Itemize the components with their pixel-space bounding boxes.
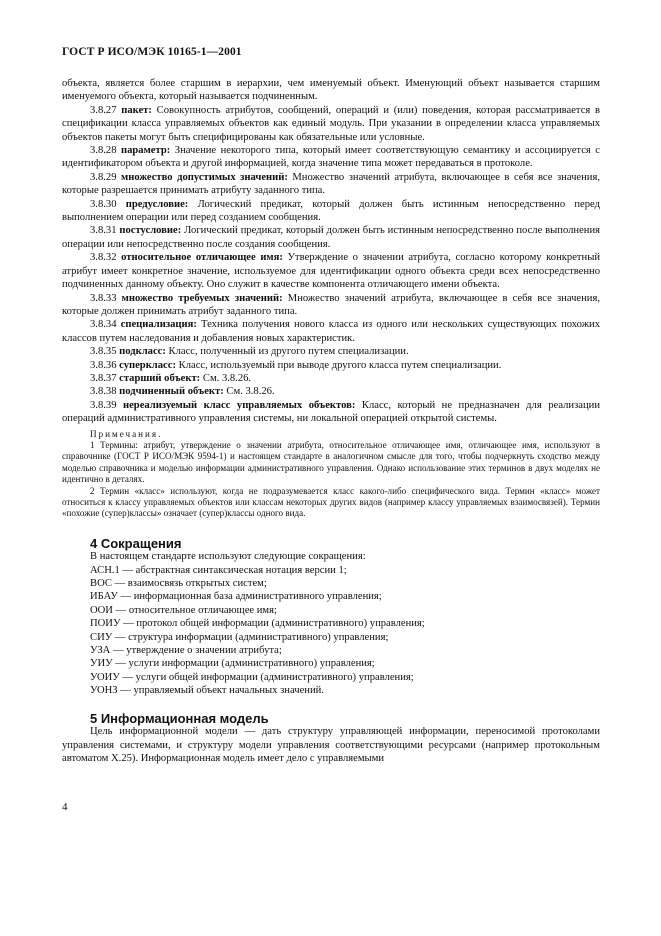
term-definition: Логический предикат, который должен быть истинным непосредственно после выполнения операции или непосредственно после создания сообщения. [62,225,600,250]
section-4-heading: 4 Сокращения [90,535,182,551]
term-definition: Логический предикат, который должен быть истинным непосредственно перед выполнением операции или перед созданием сообщения. [62,198,600,224]
section-5-paragraph: Цель информационной модели — дать структуру управляющей информации, переносимой протоколами управления системами, и структуру модели управления соответствующими ресурсами (например протокольным автоматом Х.25). Информационная модель имеет дело с управляемыми [62,726,600,764]
term-number: 3.8.32 [90,252,117,264]
term-name: множество допустимых значений: [121,171,288,183]
term-number: 3.8.29 [90,171,117,183]
abbreviation-item: УОИУ — услуги общей информации (административного) управления; [90,671,414,683]
note-1: 1 Термины: атрибут, утверждение о значении атрибута, относительное отличающее имя, отличающее имя, используют в справочнике (ГОСТ Р ИСО/МЭК 9594-1) и настоящем стандарте в аналогичном смысле для того, чтобы подчеркнуть сходство между моделью справочника и моделью информации административного управления. Однако использование этих терминов в двух моделях не идентично в деталях. [62,439,600,485]
term-entry [62,318,600,345]
term-name: множество требуемых значений: [121,292,283,304]
section-5-heading: 5 Информационная модель [90,710,269,726]
term-number: 3.8.27 [90,104,117,116]
abbreviation-item: УЗА — утверждение о значении атрибута; [90,645,282,657]
term-number: 3.8.39 [90,399,117,411]
term-number: 3.8.30 [90,198,117,210]
note-2: 2 Термин «класс» используют, когда не подразумевается класс какого-либо специфического вида. Термин «класс» может относиться к классу управляемых объектов или классам некоторых других видов (например классу управляемых взаимосвязей). Термин «похожие (супер)классы» означает (супер)классы одного вида. [62,485,600,519]
term-name: пакет: [121,104,152,116]
abbreviations-list [62,564,600,698]
term-entry [62,385,600,398]
term-entry [62,171,600,198]
term-name: постусловие: [119,225,182,237]
term-definition: См. 3.8.26. [202,372,252,384]
term-name: суперкласс: [119,359,176,371]
term-entry [62,372,600,385]
term-entry [62,292,600,319]
abbreviation-item: СИУ — структура информации (административного) управления; [90,631,389,643]
term-entry [62,104,600,144]
page-header: ГОСТ Р ИСО/МЭК 10165-1—2001 [62,46,242,58]
term-name: параметр: [121,145,171,157]
abbreviation-item: УОНЗ — управляемый объект начальных значений. [90,685,324,697]
page-body [62,77,600,765]
term-name: подчиненный объект: [119,386,224,398]
term-definition: Множество значений атрибута, включающее в себя все значения, которые разрешается принимать атрибуту заданного типа. [62,171,600,197]
abbreviation-item: ИБАУ — информационная база административного управления; [90,591,382,603]
terms-list [62,104,600,426]
term-definition: Множество значений атрибута, включающее в себя все значения, которые должен принимать атрибут заданного типа. [62,292,600,317]
term-number: 3.8.35 [90,346,117,358]
term-definition: Техника получения нового класса из одного или нескольких существующих похожих классов путем наследования и добавления новых характеристик. [62,319,600,344]
term-definition: Класс, используемый при выводе другого класса путем специализации. [178,359,502,371]
term-number: 3.8.34 [90,319,117,331]
term-entry [62,198,600,225]
term-entry [62,345,600,358]
term-name: специализация: [120,319,197,331]
term-name: предусловие: [125,198,189,210]
notes-block [62,429,600,520]
term-number: 3.8.28 [90,145,117,157]
abbreviation-item: УИУ — услуги информации (административного) управления; [90,658,375,670]
abbreviation-item: АСН.1 — абстрактная синтаксическая нотация версии 1; [90,564,347,576]
term-definition: Утверждение о значении атрибута, согласно которому конкретный атрибут имеет конкретное значение, используемое для идентификации одного объекта среди всех непосредственно подчиненных данному объекту. Оно служит в качестве компонента отличающего имени объекта. [62,252,600,291]
term-definition: Класс, полученный из другого путем специализации. [168,346,409,358]
term-name: нереализуемый класс управляемых объектов: [123,399,356,411]
term-definition: Класс, который не предназначен для реализации операций административного управления системы, ни локальной операцией открытой системы. [62,399,600,425]
term-entry [62,359,600,372]
term-number: 3.8.31 [90,225,117,237]
notes-title: Примечания. [90,428,163,439]
intro-paragraph: объекта, является более старшим в иерархии, чем именуемый объект. Именующий объект называется старшим именуемого объекта, который называется подчиненным. [62,78,600,103]
abbreviation-item: ВОС — взаимосвязь открытых систем; [90,578,267,590]
term-entry [62,251,600,291]
abbreviation-item: ООИ — относительное отличающее имя; [90,604,277,616]
page-number: 4 [62,801,68,813]
term-number: 3.8.37 [90,372,117,384]
term-entry [62,399,600,426]
term-definition: Значение некоторого типа, который имеет соответствующую семантику и ассоциируется с идентификатором объекта и другой информацией, когда значение типа может передаваться в протоколе. [62,145,600,170]
term-name: подкласс: [119,346,166,358]
term-name: старший объект: [119,372,201,384]
term-definition: Совокупность атрибутов, сообщений, операций и (или) поведения, которая рассматривается в спецификации класса управляемых объектов как единый модуль. При указании в определении класса управляемых объектов пакеты могут быть специфицированы как обязательные или условные. [62,104,601,143]
term-number: 3.8.36 [90,359,117,371]
term-name: относительное отличающее имя: [121,252,283,264]
term-number: 3.8.33 [90,292,117,304]
term-entry [62,144,600,171]
abbreviation-item: ПОИУ — протокол общей информации (административного) управления; [90,618,425,630]
abbreviations-intro: В настоящем стандарте используют следующие сокращения: [90,551,366,563]
term-definition: См. 3.8.26. [226,386,275,398]
term-entry [62,224,600,251]
term-number: 3.8.38 [90,386,117,398]
